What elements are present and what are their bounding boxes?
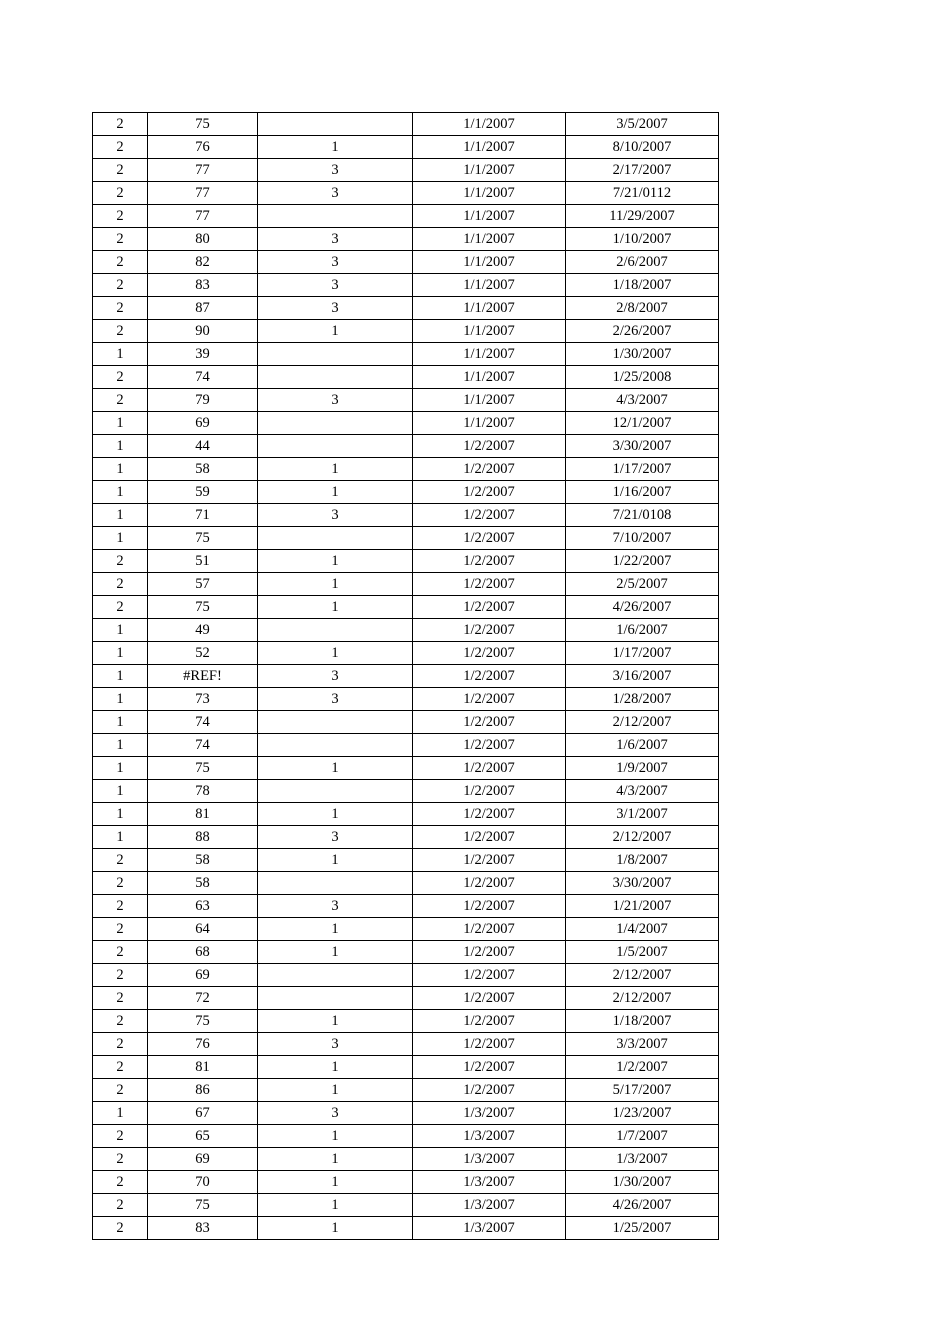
table-cell: 63 <box>148 895 258 918</box>
table-cell: 75 <box>148 1010 258 1033</box>
table-row <box>93 1033 719 1056</box>
table-cell: 3 <box>258 504 413 527</box>
table-cell: 49 <box>148 619 258 642</box>
table-cell: 67 <box>148 1102 258 1125</box>
table-cell: 88 <box>148 826 258 849</box>
table-cell: 2 <box>93 1171 148 1194</box>
table-cell: 81 <box>148 1056 258 1079</box>
table-cell: 2 <box>93 550 148 573</box>
table-cell: 75 <box>148 757 258 780</box>
table-cell: 1/3/2007 <box>413 1148 566 1171</box>
table-row <box>93 918 719 941</box>
table-row <box>93 1056 719 1079</box>
table-cell: 81 <box>148 803 258 826</box>
table-cell: 2 <box>93 1079 148 1102</box>
table-cell: 1/17/2007 <box>566 642 719 665</box>
table-cell: 1/8/2007 <box>566 849 719 872</box>
table-cell: 1/28/2007 <box>566 688 719 711</box>
table-cell: 1/16/2007 <box>566 481 719 504</box>
table-row <box>93 1217 719 1240</box>
table-cell: 1 <box>258 803 413 826</box>
table-cell: 1 <box>258 458 413 481</box>
table-cell: 2 <box>93 274 148 297</box>
table-cell: 2 <box>93 964 148 987</box>
table-cell: 2 <box>93 1217 148 1240</box>
table-cell: 1/1/2007 <box>413 205 566 228</box>
table-cell: 1/3/2007 <box>413 1125 566 1148</box>
table-cell: 1 <box>93 826 148 849</box>
table-cell: 1/1/2007 <box>413 136 566 159</box>
table-cell: 1 <box>258 1056 413 1079</box>
table-cell: 78 <box>148 780 258 803</box>
table-cell: 1 <box>258 550 413 573</box>
table-cell: 2/12/2007 <box>566 964 719 987</box>
table-cell: 1/2/2007 <box>413 918 566 941</box>
table-row <box>93 1102 719 1125</box>
table-cell: 1/1/2007 <box>413 320 566 343</box>
table-cell: 75 <box>148 113 258 136</box>
table-cell: 1/3/2007 <box>413 1102 566 1125</box>
table-cell <box>258 343 413 366</box>
table-body <box>93 113 719 1240</box>
table-row <box>93 711 719 734</box>
table-cell: 1 <box>258 573 413 596</box>
table-cell: 2/12/2007 <box>566 987 719 1010</box>
table-cell: 2 <box>93 297 148 320</box>
table-row <box>93 941 719 964</box>
table-cell: 74 <box>148 366 258 389</box>
table-row <box>93 182 719 205</box>
table-cell: 1/2/2007 <box>413 481 566 504</box>
table-row <box>93 757 719 780</box>
table-cell: 2 <box>93 1194 148 1217</box>
data-table <box>92 112 719 1240</box>
table-cell: 3 <box>258 159 413 182</box>
table-cell: 1/1/2007 <box>413 159 566 182</box>
table-cell: 2 <box>93 389 148 412</box>
table-row <box>93 389 719 412</box>
table-cell: 1/9/2007 <box>566 757 719 780</box>
table-cell: 1/3/2007 <box>413 1217 566 1240</box>
table-cell: 1/2/2007 <box>413 665 566 688</box>
table-row <box>93 274 719 297</box>
table-cell: 2 <box>93 205 148 228</box>
table-cell <box>258 734 413 757</box>
table-cell: 2 <box>93 182 148 205</box>
table-cell: 77 <box>148 182 258 205</box>
table-row <box>93 964 719 987</box>
table-cell: 58 <box>148 872 258 895</box>
table-cell: 2 <box>93 1033 148 1056</box>
table-cell: 1/30/2007 <box>566 1171 719 1194</box>
table-row <box>93 504 719 527</box>
table-cell: 3 <box>258 251 413 274</box>
table-cell: 3 <box>258 228 413 251</box>
table-cell: 1 <box>258 1148 413 1171</box>
table-row <box>93 1079 719 1102</box>
table-cell: 2/12/2007 <box>566 711 719 734</box>
table-cell: 2 <box>93 849 148 872</box>
table-cell: 2 <box>93 251 148 274</box>
table-cell: 2 <box>93 918 148 941</box>
table-cell: 2 <box>93 895 148 918</box>
table-cell: 3 <box>258 297 413 320</box>
table-cell: 57 <box>148 573 258 596</box>
table-cell: 2 <box>93 1056 148 1079</box>
table-cell: 1/1/2007 <box>413 251 566 274</box>
table-cell <box>258 113 413 136</box>
table-row <box>93 159 719 182</box>
table-cell: 3 <box>258 665 413 688</box>
table-cell: 1/2/2007 <box>413 803 566 826</box>
table-cell: 2 <box>93 159 148 182</box>
table-cell: 3/1/2007 <box>566 803 719 826</box>
table-cell <box>258 435 413 458</box>
table-cell: 1/2/2007 <box>413 504 566 527</box>
table-row <box>93 734 719 757</box>
table-cell: 76 <box>148 136 258 159</box>
table-cell: 1/2/2007 <box>413 757 566 780</box>
table-cell: 2 <box>93 573 148 596</box>
table-cell: 5/17/2007 <box>566 1079 719 1102</box>
table-cell: 69 <box>148 964 258 987</box>
table-cell: 71 <box>148 504 258 527</box>
table-cell: 1/1/2007 <box>413 182 566 205</box>
table-cell: 1/1/2007 <box>413 343 566 366</box>
table-cell: 1 <box>93 504 148 527</box>
table-cell <box>258 366 413 389</box>
table-cell: 70 <box>148 1171 258 1194</box>
table-cell: 1/2/2007 <box>413 826 566 849</box>
table-cell: 1 <box>258 1217 413 1240</box>
table-cell: #REF! <box>148 665 258 688</box>
table-row <box>93 803 719 826</box>
table-cell: 3/16/2007 <box>566 665 719 688</box>
table-cell: 1/2/2007 <box>413 1079 566 1102</box>
table-cell: 3/30/2007 <box>566 872 719 895</box>
table-cell: 1 <box>93 688 148 711</box>
table-row <box>93 481 719 504</box>
table-row <box>93 872 719 895</box>
table-cell: 1/5/2007 <box>566 941 719 964</box>
table-cell: 2 <box>93 596 148 619</box>
table-row <box>93 895 719 918</box>
table-cell: 1/7/2007 <box>566 1125 719 1148</box>
table-cell: 1 <box>93 458 148 481</box>
table-cell: 73 <box>148 688 258 711</box>
table-row <box>93 573 719 596</box>
table-cell: 1/21/2007 <box>566 895 719 918</box>
table-cell: 1 <box>258 1194 413 1217</box>
table-cell: 7/21/0112 <box>566 182 719 205</box>
table-cell: 51 <box>148 550 258 573</box>
table-cell <box>258 872 413 895</box>
table-cell: 1 <box>258 941 413 964</box>
table-cell: 1 <box>258 1010 413 1033</box>
table-cell <box>258 527 413 550</box>
table-cell: 69 <box>148 1148 258 1171</box>
table-cell <box>258 780 413 803</box>
table-row <box>93 320 719 343</box>
table-cell: 1/1/2007 <box>413 297 566 320</box>
table-cell: 1/3/2007 <box>413 1194 566 1217</box>
table-cell: 1 <box>93 435 148 458</box>
table-cell <box>258 964 413 987</box>
table-cell: 1/2/2007 <box>413 1010 566 1033</box>
table-cell: 1 <box>258 757 413 780</box>
table-cell: 1/2/2007 <box>413 550 566 573</box>
table-row <box>93 343 719 366</box>
table-cell: 52 <box>148 642 258 665</box>
table-row <box>93 1148 719 1171</box>
table-cell: 1/2/2007 <box>413 435 566 458</box>
table-cell: 2 <box>93 987 148 1010</box>
table-cell: 69 <box>148 412 258 435</box>
table-cell: 1/2/2007 <box>413 1033 566 1056</box>
table-cell: 1/25/2008 <box>566 366 719 389</box>
table-cell: 83 <box>148 1217 258 1240</box>
table-cell: 2 <box>93 320 148 343</box>
table-cell: 1/2/2007 <box>413 780 566 803</box>
table-cell: 1/2/2007 <box>566 1056 719 1079</box>
table-cell: 1 <box>93 734 148 757</box>
table-row <box>93 619 719 642</box>
table-cell: 4/3/2007 <box>566 780 719 803</box>
table-cell: 1/1/2007 <box>413 412 566 435</box>
table-cell: 79 <box>148 389 258 412</box>
table-cell: 1 <box>93 711 148 734</box>
table-cell: 77 <box>148 159 258 182</box>
table-cell: 1/1/2007 <box>413 366 566 389</box>
table-cell: 87 <box>148 297 258 320</box>
table-cell: 2 <box>93 228 148 251</box>
table-row <box>93 550 719 573</box>
table-cell: 2 <box>93 1125 148 1148</box>
table-cell: 1 <box>258 320 413 343</box>
table-cell: 1/2/2007 <box>413 573 566 596</box>
table-row <box>93 366 719 389</box>
table-cell: 1/3/2007 <box>566 1148 719 1171</box>
table-row <box>93 412 719 435</box>
table-cell: 1/2/2007 <box>413 987 566 1010</box>
table-cell: 72 <box>148 987 258 1010</box>
table-cell: 2/12/2007 <box>566 826 719 849</box>
table-cell: 1/1/2007 <box>413 228 566 251</box>
table-cell: 1/2/2007 <box>413 734 566 757</box>
table-cell: 75 <box>148 527 258 550</box>
table-cell: 1/2/2007 <box>413 849 566 872</box>
table-cell: 2 <box>93 366 148 389</box>
table-cell: 2/8/2007 <box>566 297 719 320</box>
table-cell: 80 <box>148 228 258 251</box>
table-cell: 8/10/2007 <box>566 136 719 159</box>
table-cell: 65 <box>148 1125 258 1148</box>
table-cell: 1/22/2007 <box>566 550 719 573</box>
table-cell: 1 <box>93 412 148 435</box>
table-row <box>93 826 719 849</box>
table-cell: 1/2/2007 <box>413 458 566 481</box>
table-cell: 1/2/2007 <box>413 1056 566 1079</box>
table-cell: 1/18/2007 <box>566 1010 719 1033</box>
table-row <box>93 435 719 458</box>
table-cell: 12/1/2007 <box>566 412 719 435</box>
table-cell <box>258 619 413 642</box>
table-cell: 1 <box>93 343 148 366</box>
table-cell: 64 <box>148 918 258 941</box>
data-table-container <box>92 112 718 1240</box>
table-cell: 2 <box>93 1148 148 1171</box>
table-cell: 3 <box>258 1102 413 1125</box>
table-cell: 1 <box>93 665 148 688</box>
table-cell: 3/3/2007 <box>566 1033 719 1056</box>
table-cell: 1/2/2007 <box>413 964 566 987</box>
table-cell: 77 <box>148 205 258 228</box>
table-cell: 3 <box>258 182 413 205</box>
table-row <box>93 136 719 159</box>
table-cell: 7/21/0108 <box>566 504 719 527</box>
table-cell: 1/6/2007 <box>566 619 719 642</box>
table-cell: 1 <box>258 136 413 159</box>
table-cell <box>258 205 413 228</box>
table-row <box>93 688 719 711</box>
table-cell: 90 <box>148 320 258 343</box>
table-cell: 1 <box>93 780 148 803</box>
table-cell: 1 <box>258 849 413 872</box>
table-cell: 68 <box>148 941 258 964</box>
table-row <box>93 665 719 688</box>
table-row <box>93 205 719 228</box>
table-cell: 2 <box>93 941 148 964</box>
table-cell: 86 <box>148 1079 258 1102</box>
table-cell: 2/17/2007 <box>566 159 719 182</box>
table-cell: 2/5/2007 <box>566 573 719 596</box>
table-cell: 1 <box>93 757 148 780</box>
table-cell: 4/26/2007 <box>566 596 719 619</box>
table-cell: 4/3/2007 <box>566 389 719 412</box>
table-row <box>93 780 719 803</box>
table-cell: 39 <box>148 343 258 366</box>
table-row <box>93 297 719 320</box>
table-cell: 1/25/2007 <box>566 1217 719 1240</box>
table-cell: 1/2/2007 <box>413 711 566 734</box>
table-row <box>93 849 719 872</box>
table-cell: 1 <box>258 481 413 504</box>
table-cell: 1/4/2007 <box>566 918 719 941</box>
table-row <box>93 1010 719 1033</box>
table-cell: 1/1/2007 <box>413 113 566 136</box>
table-cell: 1 <box>93 803 148 826</box>
table-cell: 1 <box>258 1079 413 1102</box>
table-cell: 1/2/2007 <box>413 895 566 918</box>
table-cell: 1 <box>93 642 148 665</box>
table-cell: 1 <box>93 527 148 550</box>
table-cell: 58 <box>148 849 258 872</box>
table-row <box>93 596 719 619</box>
table-row <box>93 642 719 665</box>
table-cell: 1/30/2007 <box>566 343 719 366</box>
table-cell: 3/30/2007 <box>566 435 719 458</box>
table-cell <box>258 412 413 435</box>
table-row <box>93 1171 719 1194</box>
table-cell: 1/17/2007 <box>566 458 719 481</box>
table-cell: 1 <box>258 596 413 619</box>
table-cell: 1/2/2007 <box>413 642 566 665</box>
table-cell: 3 <box>258 688 413 711</box>
table-cell: 1/1/2007 <box>413 389 566 412</box>
table-cell: 11/29/2007 <box>566 205 719 228</box>
table-cell: 2/6/2007 <box>566 251 719 274</box>
table-cell: 1/2/2007 <box>413 596 566 619</box>
table-cell: 2 <box>93 113 148 136</box>
table-cell: 1 <box>258 918 413 941</box>
table-row <box>93 987 719 1010</box>
table-cell: 74 <box>148 734 258 757</box>
table-cell <box>258 711 413 734</box>
table-cell: 1/2/2007 <box>413 872 566 895</box>
table-cell: 1/18/2007 <box>566 274 719 297</box>
table-cell: 1 <box>93 481 148 504</box>
table-cell: 1/2/2007 <box>413 941 566 964</box>
table-cell: 44 <box>148 435 258 458</box>
table-cell: 1/3/2007 <box>413 1171 566 1194</box>
table-cell: 7/10/2007 <box>566 527 719 550</box>
table-cell: 1 <box>258 1171 413 1194</box>
table-cell: 3/5/2007 <box>566 113 719 136</box>
table-cell: 1 <box>258 1125 413 1148</box>
table-cell: 1 <box>258 642 413 665</box>
table-row <box>93 113 719 136</box>
table-cell: 59 <box>148 481 258 504</box>
table-cell: 3 <box>258 274 413 297</box>
table-cell: 1/2/2007 <box>413 619 566 642</box>
table-cell: 3 <box>258 826 413 849</box>
table-cell: 82 <box>148 251 258 274</box>
table-cell: 1/2/2007 <box>413 688 566 711</box>
table-cell: 2 <box>93 872 148 895</box>
table-cell: 1/10/2007 <box>566 228 719 251</box>
table-cell: 1/1/2007 <box>413 274 566 297</box>
table-cell: 1/6/2007 <box>566 734 719 757</box>
table-row <box>93 1194 719 1217</box>
table-row <box>93 1125 719 1148</box>
table-row <box>93 527 719 550</box>
table-cell: 2 <box>93 1010 148 1033</box>
table-row <box>93 251 719 274</box>
table-cell: 4/26/2007 <box>566 1194 719 1217</box>
table-cell: 1 <box>93 1102 148 1125</box>
table-cell: 58 <box>148 458 258 481</box>
table-row <box>93 228 719 251</box>
table-cell: 1 <box>93 619 148 642</box>
table-cell: 1/2/2007 <box>413 527 566 550</box>
table-row <box>93 458 719 481</box>
table-cell: 1/23/2007 <box>566 1102 719 1125</box>
table-cell: 75 <box>148 596 258 619</box>
table-cell <box>258 987 413 1010</box>
table-cell: 76 <box>148 1033 258 1056</box>
table-cell: 2 <box>93 136 148 159</box>
table-cell: 3 <box>258 895 413 918</box>
table-cell: 2/26/2007 <box>566 320 719 343</box>
table-cell: 3 <box>258 1033 413 1056</box>
table-cell: 74 <box>148 711 258 734</box>
table-cell: 75 <box>148 1194 258 1217</box>
table-cell: 3 <box>258 389 413 412</box>
table-cell: 83 <box>148 274 258 297</box>
